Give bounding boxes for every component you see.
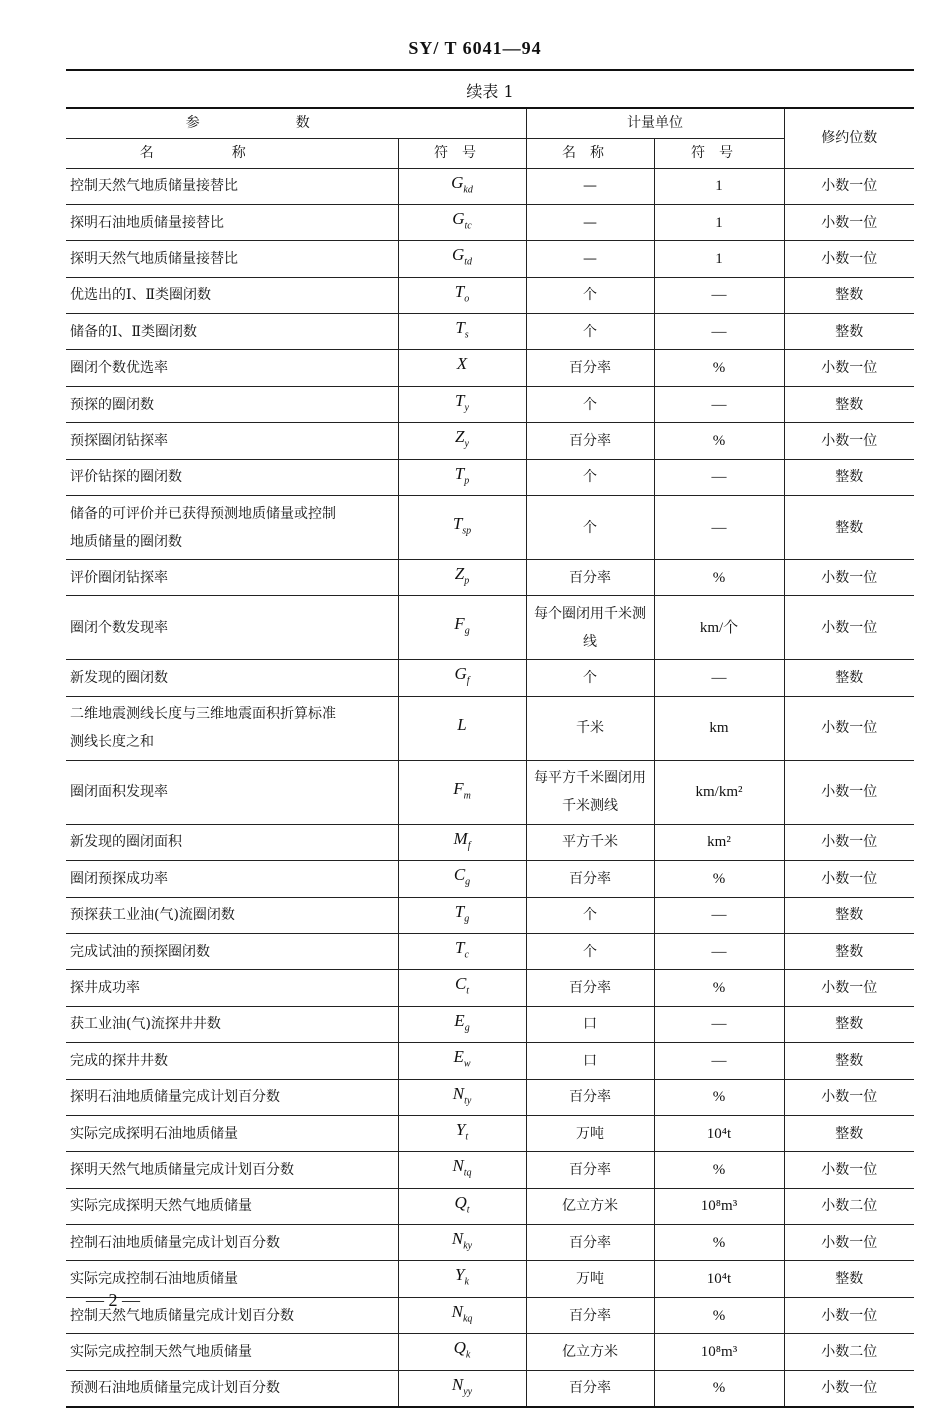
table-row: [66, 1152, 914, 1188]
parameter-name: 探井成功率: [66, 970, 398, 1006]
unit-symbol: —: [654, 897, 784, 933]
unit-name: 口: [526, 1043, 654, 1079]
unit-symbol: %: [654, 970, 784, 1006]
symbol-subscript: g: [464, 1022, 470, 1034]
symbol-letter: M: [453, 828, 468, 848]
unit-symbol: 1: [654, 168, 784, 204]
parameter-name: 圈闭个数发现率: [66, 596, 398, 660]
parameter-name: 获工业油(气)流探井井数: [66, 1006, 398, 1042]
unit-symbol: 10⁴t: [654, 1115, 784, 1151]
parameter-name: 预探获工业油(气)流圈闭数: [66, 897, 398, 933]
unit-symbol: —: [654, 386, 784, 422]
parameter-symbol: [398, 696, 526, 760]
parameter-name: 圈闭预探成功率: [66, 861, 398, 897]
rounding-digits: 小数一位: [784, 1297, 914, 1333]
symbol-subscript: kq: [462, 1313, 473, 1325]
unit-name: 个: [526, 660, 654, 696]
unit-name: 个: [526, 386, 654, 422]
table-row: [66, 933, 914, 969]
table-row: [66, 314, 914, 350]
parameter-symbol: [398, 1297, 526, 1333]
unit-name: 千米: [526, 696, 654, 760]
unit-symbol: km/km²: [654, 760, 784, 824]
parameter-name: 控制石油地质储量完成计划百分数: [66, 1225, 398, 1261]
parameter-symbol: [398, 168, 526, 204]
unit-symbol: %: [654, 1225, 784, 1261]
symbol-letter: X: [456, 354, 468, 374]
symbol-letter: T: [454, 901, 465, 921]
unit-name: 个: [526, 314, 654, 350]
parameter-symbol: [398, 496, 526, 560]
unit-symbol: km²: [654, 824, 784, 860]
params-header: 参数: [66, 108, 526, 138]
parameter-name: 优选出的Ⅰ、Ⅱ类圈闭数: [66, 277, 398, 313]
symbol-subscript: yy: [463, 1386, 473, 1398]
symbol-letter: G: [451, 245, 465, 265]
table-row: [66, 1006, 914, 1042]
parameter-name: 二维地震测线长度与三维地震面积折算标准测线长度之和: [66, 696, 398, 760]
rounding-digits: 整数: [784, 314, 914, 350]
name-header: 名称: [66, 138, 398, 168]
rounding-digits: 整数: [784, 386, 914, 422]
parameter-symbol: [398, 204, 526, 240]
unit-name: 百分率: [526, 1079, 654, 1115]
unit-name: 个: [526, 277, 654, 313]
symbol-subscript: g: [465, 876, 471, 888]
rounding-digits: 整数: [784, 1006, 914, 1042]
parameter-symbol: [398, 1152, 526, 1188]
unit-name: 每平方千米圈闭用千米测线: [526, 760, 654, 824]
rounding-header: 修约位数: [784, 108, 914, 168]
table-row: [66, 204, 914, 240]
symbol-subscript: f: [466, 675, 470, 687]
symbol-letter: Q: [453, 1338, 466, 1358]
parameter-name: 控制天然气地质储量完成计划百分数: [66, 1297, 398, 1333]
symbol-letter: N: [452, 1083, 465, 1103]
parameter-symbol: [398, 1043, 526, 1079]
unit-symbol: —: [654, 496, 784, 560]
rounding-digits: 整数: [784, 1261, 914, 1297]
rounding-digits: 整数: [784, 1043, 914, 1079]
unit-symbol: %: [654, 423, 784, 459]
table-row: [66, 1188, 914, 1224]
rounding-digits: 小数一位: [784, 1225, 914, 1261]
table-row: [66, 1225, 914, 1261]
parameter-name: 完成试油的预探圈闭数: [66, 933, 398, 969]
symbol-subscript: y: [464, 438, 469, 450]
parameter-symbol: [398, 1334, 526, 1370]
parameter-name: 实际完成控制天然气地质储量: [66, 1334, 398, 1370]
unit-name: 个: [526, 897, 654, 933]
table-row: [66, 168, 914, 204]
table-row: [66, 824, 914, 860]
parameter-symbol: [398, 861, 526, 897]
parameter-name: 预测石油地质储量完成计划百分数: [66, 1370, 398, 1407]
table-row: [66, 1115, 914, 1151]
parameter-symbol: [398, 1370, 526, 1407]
table-row: [66, 496, 914, 560]
rounding-digits: 小数一位: [784, 824, 914, 860]
unit-name: 百分率: [526, 1152, 654, 1188]
unit-symbol: 10⁴t: [654, 1261, 784, 1297]
symbol-letter: Y: [455, 1265, 465, 1285]
symbol-letter: N: [451, 1229, 464, 1249]
unit-symbol: %: [654, 560, 784, 596]
symbol-subscript: t: [466, 985, 470, 997]
table-row: [66, 760, 914, 824]
parameter-symbol: [398, 1115, 526, 1151]
parameter-symbol: [398, 1006, 526, 1042]
rounding-digits: 小数一位: [784, 241, 914, 277]
unit-symbol: km/个: [654, 596, 784, 660]
symbol-letter: N: [452, 1156, 464, 1176]
unit-symbol: %: [654, 350, 784, 386]
table-row: [66, 1261, 914, 1297]
parameter-name: 预探的圈闭数: [66, 386, 398, 422]
rounding-digits: 小数一位: [784, 760, 914, 824]
unit-symbol: —: [654, 1006, 784, 1042]
table-row: [66, 970, 914, 1006]
parameter-name: 储备的Ⅰ、Ⅱ类圈闭数: [66, 314, 398, 350]
unit-symbol: km: [654, 696, 784, 760]
symbol-letter: E: [454, 1010, 465, 1030]
rounding-digits: 整数: [784, 660, 914, 696]
unit-name: 百分率: [526, 423, 654, 459]
rounding-digits: 小数一位: [784, 1079, 914, 1115]
rounding-digits: 小数一位: [784, 696, 914, 760]
parameter-symbol: [398, 314, 526, 350]
parameter-symbol: [398, 824, 526, 860]
symbol-subscript: t: [465, 1131, 469, 1143]
unit-name: 百分率: [526, 1225, 654, 1261]
unit-name: 个: [526, 459, 654, 495]
parameter-symbol: [398, 933, 526, 969]
rounding-digits: 小数一位: [784, 204, 914, 240]
parameter-symbol: [398, 560, 526, 596]
symbol-subscript: w: [463, 1058, 471, 1070]
parameter-symbol: [398, 1188, 526, 1224]
symbol-header: 符号: [398, 138, 526, 168]
symbol-subscript: ty: [464, 1094, 472, 1106]
rounding-digits: 整数: [784, 459, 914, 495]
parameter-name: 评价圈闭钻探率: [66, 560, 398, 596]
table-row: [66, 459, 914, 495]
parameter-symbol: [398, 350, 526, 386]
rounding-digits: 整数: [784, 496, 914, 560]
table-caption: 续表 1: [466, 82, 514, 101]
symbol-letter: L: [457, 714, 467, 734]
parameter-symbol: [398, 423, 526, 459]
parameter-name: 评价钻探的圈闭数: [66, 459, 398, 495]
parameter-symbol: [398, 760, 526, 824]
parameter-table: [66, 107, 914, 1408]
unit-name: 亿立方米: [526, 1188, 654, 1224]
symbol-letter: T: [455, 390, 465, 410]
symbol-letter: C: [454, 974, 467, 994]
unit-symbol-header: 符号: [654, 138, 784, 168]
unit-symbol: 1: [654, 241, 784, 277]
rounding-digits: 小数一位: [784, 596, 914, 660]
unit-symbol: 1: [654, 204, 784, 240]
symbol-subscript: c: [464, 949, 469, 961]
symbol-subscript: s: [464, 329, 469, 341]
table-row: [66, 386, 914, 422]
parameter-name: 圈闭面积发现率: [66, 760, 398, 824]
unit-name: 万吨: [526, 1261, 654, 1297]
page-number: — 2 —: [86, 1290, 140, 1310]
rounding-digits: 小数一位: [784, 350, 914, 386]
unit-symbol: —: [654, 459, 784, 495]
symbol-letter: T: [454, 463, 465, 483]
symbol-letter: T: [455, 318, 465, 338]
unit-name-header: 名称: [526, 138, 654, 168]
symbol-subscript: g: [464, 625, 470, 637]
rounding-digits: 小数一位: [784, 861, 914, 897]
unit-name: 个: [526, 496, 654, 560]
table-row: [66, 861, 914, 897]
rounding-digits: 整数: [784, 897, 914, 933]
unit-symbol: %: [654, 861, 784, 897]
rounding-digits: 整数: [784, 933, 914, 969]
rounding-digits: 整数: [784, 277, 914, 313]
unit-group-header: 计量单位: [526, 108, 784, 138]
symbol-letter: N: [451, 1301, 463, 1321]
symbol-subscript: g: [464, 912, 470, 924]
symbol-subscript: ky: [463, 1240, 473, 1252]
parameter-name: 新发现的圈闭数: [66, 660, 398, 696]
table-row: [66, 277, 914, 313]
rounding-digits: 小数一位: [784, 1152, 914, 1188]
symbol-letter: Z: [455, 427, 465, 447]
parameter-name: 预探圈闭钻探率: [66, 423, 398, 459]
parameter-name: 探明天然气地质储量完成计划百分数: [66, 1152, 398, 1188]
document-code: SY/ T 6041—94: [408, 38, 542, 58]
parameter-symbol: [398, 970, 526, 1006]
unit-name: —: [526, 168, 654, 204]
unit-name: 百分率: [526, 560, 654, 596]
parameter-symbol: [398, 277, 526, 313]
parameter-symbol: [398, 1261, 526, 1297]
unit-name: 口: [526, 1006, 654, 1042]
parameter-name: 完成的探井井数: [66, 1043, 398, 1079]
symbol-subscript: tq: [463, 1167, 472, 1179]
unit-name: 百分率: [526, 970, 654, 1006]
table-row: [66, 423, 914, 459]
unit-symbol: %: [654, 1370, 784, 1407]
symbol-letter: Q: [454, 1192, 467, 1212]
parameter-symbol: [398, 241, 526, 277]
unit-name: 平方千米: [526, 824, 654, 860]
unit-name: 百分率: [526, 1370, 654, 1407]
rounding-digits: 整数: [784, 1115, 914, 1151]
symbol-subscript: m: [463, 789, 471, 801]
parameter-name: 实际完成探明石油地质储量: [66, 1115, 398, 1151]
parameter-symbol: [398, 660, 526, 696]
rounding-digits: 小数一位: [784, 423, 914, 459]
symbol-letter: T: [455, 937, 465, 957]
unit-name: 万吨: [526, 1115, 654, 1151]
unit-symbol: %: [654, 1152, 784, 1188]
parameter-name: 储备的可评价并已获得预测地质储量或控制地质储量的圈闭数: [66, 496, 398, 560]
symbol-letter: C: [453, 865, 466, 885]
unit-name: 百分率: [526, 350, 654, 386]
symbol-subscript: o: [464, 293, 470, 305]
rounding-digits: 小数一位: [784, 560, 914, 596]
symbol-letter: G: [452, 208, 465, 228]
table-row: [66, 1370, 914, 1407]
symbol-letter: F: [453, 778, 464, 798]
symbol-subscript: k: [465, 1349, 471, 1361]
unit-symbol: %: [654, 1079, 784, 1115]
symbol-letter: T: [454, 281, 465, 301]
rounding-digits: 小数二位: [784, 1188, 914, 1224]
unit-name: 亿立方米: [526, 1334, 654, 1370]
unit-name: 百分率: [526, 861, 654, 897]
table-row: [66, 241, 914, 277]
symbol-subscript: f: [467, 840, 471, 852]
table-row: [66, 1297, 914, 1333]
unit-symbol: —: [654, 1043, 784, 1079]
table-row: [66, 1079, 914, 1115]
parameter-symbol: [398, 1225, 526, 1261]
table-row: [66, 1334, 914, 1370]
symbol-subscript: td: [464, 256, 473, 268]
symbol-letter: E: [453, 1047, 464, 1067]
symbol-subscript: kd: [463, 183, 473, 195]
table-row: [66, 897, 914, 933]
parameter-symbol: [398, 897, 526, 933]
header-row-1: [66, 108, 914, 138]
rounding-digits: 小数一位: [784, 168, 914, 204]
symbol-subscript: k: [464, 1276, 469, 1288]
symbol-subscript: p: [464, 475, 470, 487]
parameter-symbol: [398, 596, 526, 660]
symbol-subscript: p: [464, 575, 470, 587]
symbol-subscript: tc: [464, 220, 472, 232]
parameter-name: 探明石油地质储量完成计划百分数: [66, 1079, 398, 1115]
symbol-subscript: t: [466, 1204, 470, 1216]
symbol-letter: G: [454, 664, 467, 684]
symbol-letter: Y: [455, 1119, 466, 1139]
parameter-name: 圈闭个数优选率: [66, 350, 398, 386]
symbol-letter: Z: [454, 564, 465, 584]
unit-symbol: —: [654, 314, 784, 350]
unit-name: —: [526, 204, 654, 240]
rounding-digits: 小数一位: [784, 1370, 914, 1407]
parameter-name: 探明石油地质储量接替比: [66, 204, 398, 240]
symbol-letter: T: [452, 513, 463, 533]
unit-symbol: —: [654, 277, 784, 313]
table-row: [66, 350, 914, 386]
unit-name: 每个圈闭用千米测线: [526, 596, 654, 660]
unit-name: 百分率: [526, 1297, 654, 1333]
table-row: [66, 696, 914, 760]
parameter-symbol: [398, 459, 526, 495]
unit-symbol: 10⁸m³: [654, 1188, 784, 1224]
unit-symbol: —: [654, 933, 784, 969]
unit-symbol: —: [654, 660, 784, 696]
unit-symbol: 10⁸m³: [654, 1334, 784, 1370]
header-rule: [66, 69, 914, 71]
table-row: [66, 660, 914, 696]
symbol-subscript: y: [464, 402, 469, 414]
table-row: [66, 596, 914, 660]
symbol-letter: G: [451, 172, 464, 192]
symbol-letter: N: [451, 1374, 464, 1394]
parameter-symbol: [398, 1079, 526, 1115]
parameter-name: 实际完成控制石油地质储量: [66, 1261, 398, 1297]
symbol-subscript: sp: [462, 525, 472, 537]
table-row: [66, 560, 914, 596]
rounding-digits: 小数一位: [784, 970, 914, 1006]
parameter-name: 控制天然气地质储量接替比: [66, 168, 398, 204]
table-row: [66, 1043, 914, 1079]
unit-name: 个: [526, 933, 654, 969]
unit-name: —: [526, 241, 654, 277]
unit-symbol: %: [654, 1297, 784, 1333]
parameter-symbol: [398, 386, 526, 422]
parameter-name: 新发现的圈闭面积: [66, 824, 398, 860]
parameter-name: 探明天然气地质储量接替比: [66, 241, 398, 277]
parameter-name: 实际完成探明天然气地质储量: [66, 1188, 398, 1224]
rounding-digits: 小数二位: [784, 1334, 914, 1370]
symbol-letter: F: [454, 614, 465, 634]
